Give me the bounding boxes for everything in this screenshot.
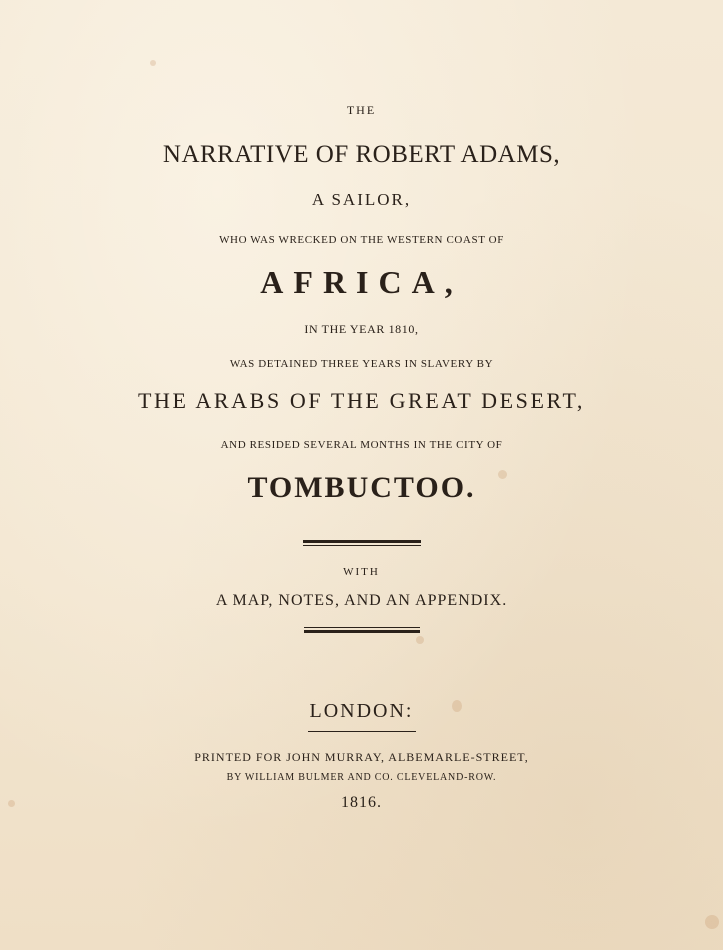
foxing-spot: [416, 636, 424, 644]
narrative-title: NARRATIVE OF ROBERT ADAMS,: [162, 141, 561, 168]
london-underline: [308, 731, 416, 732]
bulmer-line: BY WILLIAM BULMER AND CO. CLEVELAND-ROW.: [226, 772, 497, 783]
wrecked-line: WHO WAS WRECKED ON THE WESTERN COAST OF: [219, 234, 504, 246]
foxing-spot: [705, 915, 719, 929]
heading-the: THE: [346, 103, 377, 117]
printed-line: PRINTED FOR JOHN MURRAY, ALBEMARLE-STREET,: [194, 750, 529, 764]
with-line: WITH: [343, 566, 380, 578]
double-rule-upper: [303, 540, 421, 546]
tombuctoo-heading: TOMBUCTOO.: [247, 471, 476, 504]
map-notes-line: A MAP, NOTES, AND AN APPENDIX.: [215, 592, 508, 609]
publication-date: 1816.: [341, 794, 382, 811]
resided-line: AND RESIDED SEVERAL MONTHS IN THE CITY OF: [220, 439, 503, 451]
africa-heading: AFRICA,: [260, 264, 463, 300]
detained-line: WAS DETAINED THREE YEARS IN SLAVERY BY: [229, 358, 494, 370]
year-line: IN THE YEAR 1810,: [304, 322, 419, 336]
double-rule-lower: [304, 627, 420, 633]
arabs-line: THE ARABS OF THE GREAT DESERT,: [137, 388, 586, 413]
a-sailor: A SAILOR,: [311, 190, 412, 209]
foxing-spot: [150, 60, 156, 66]
london-imprint: LONDON:: [309, 700, 414, 722]
